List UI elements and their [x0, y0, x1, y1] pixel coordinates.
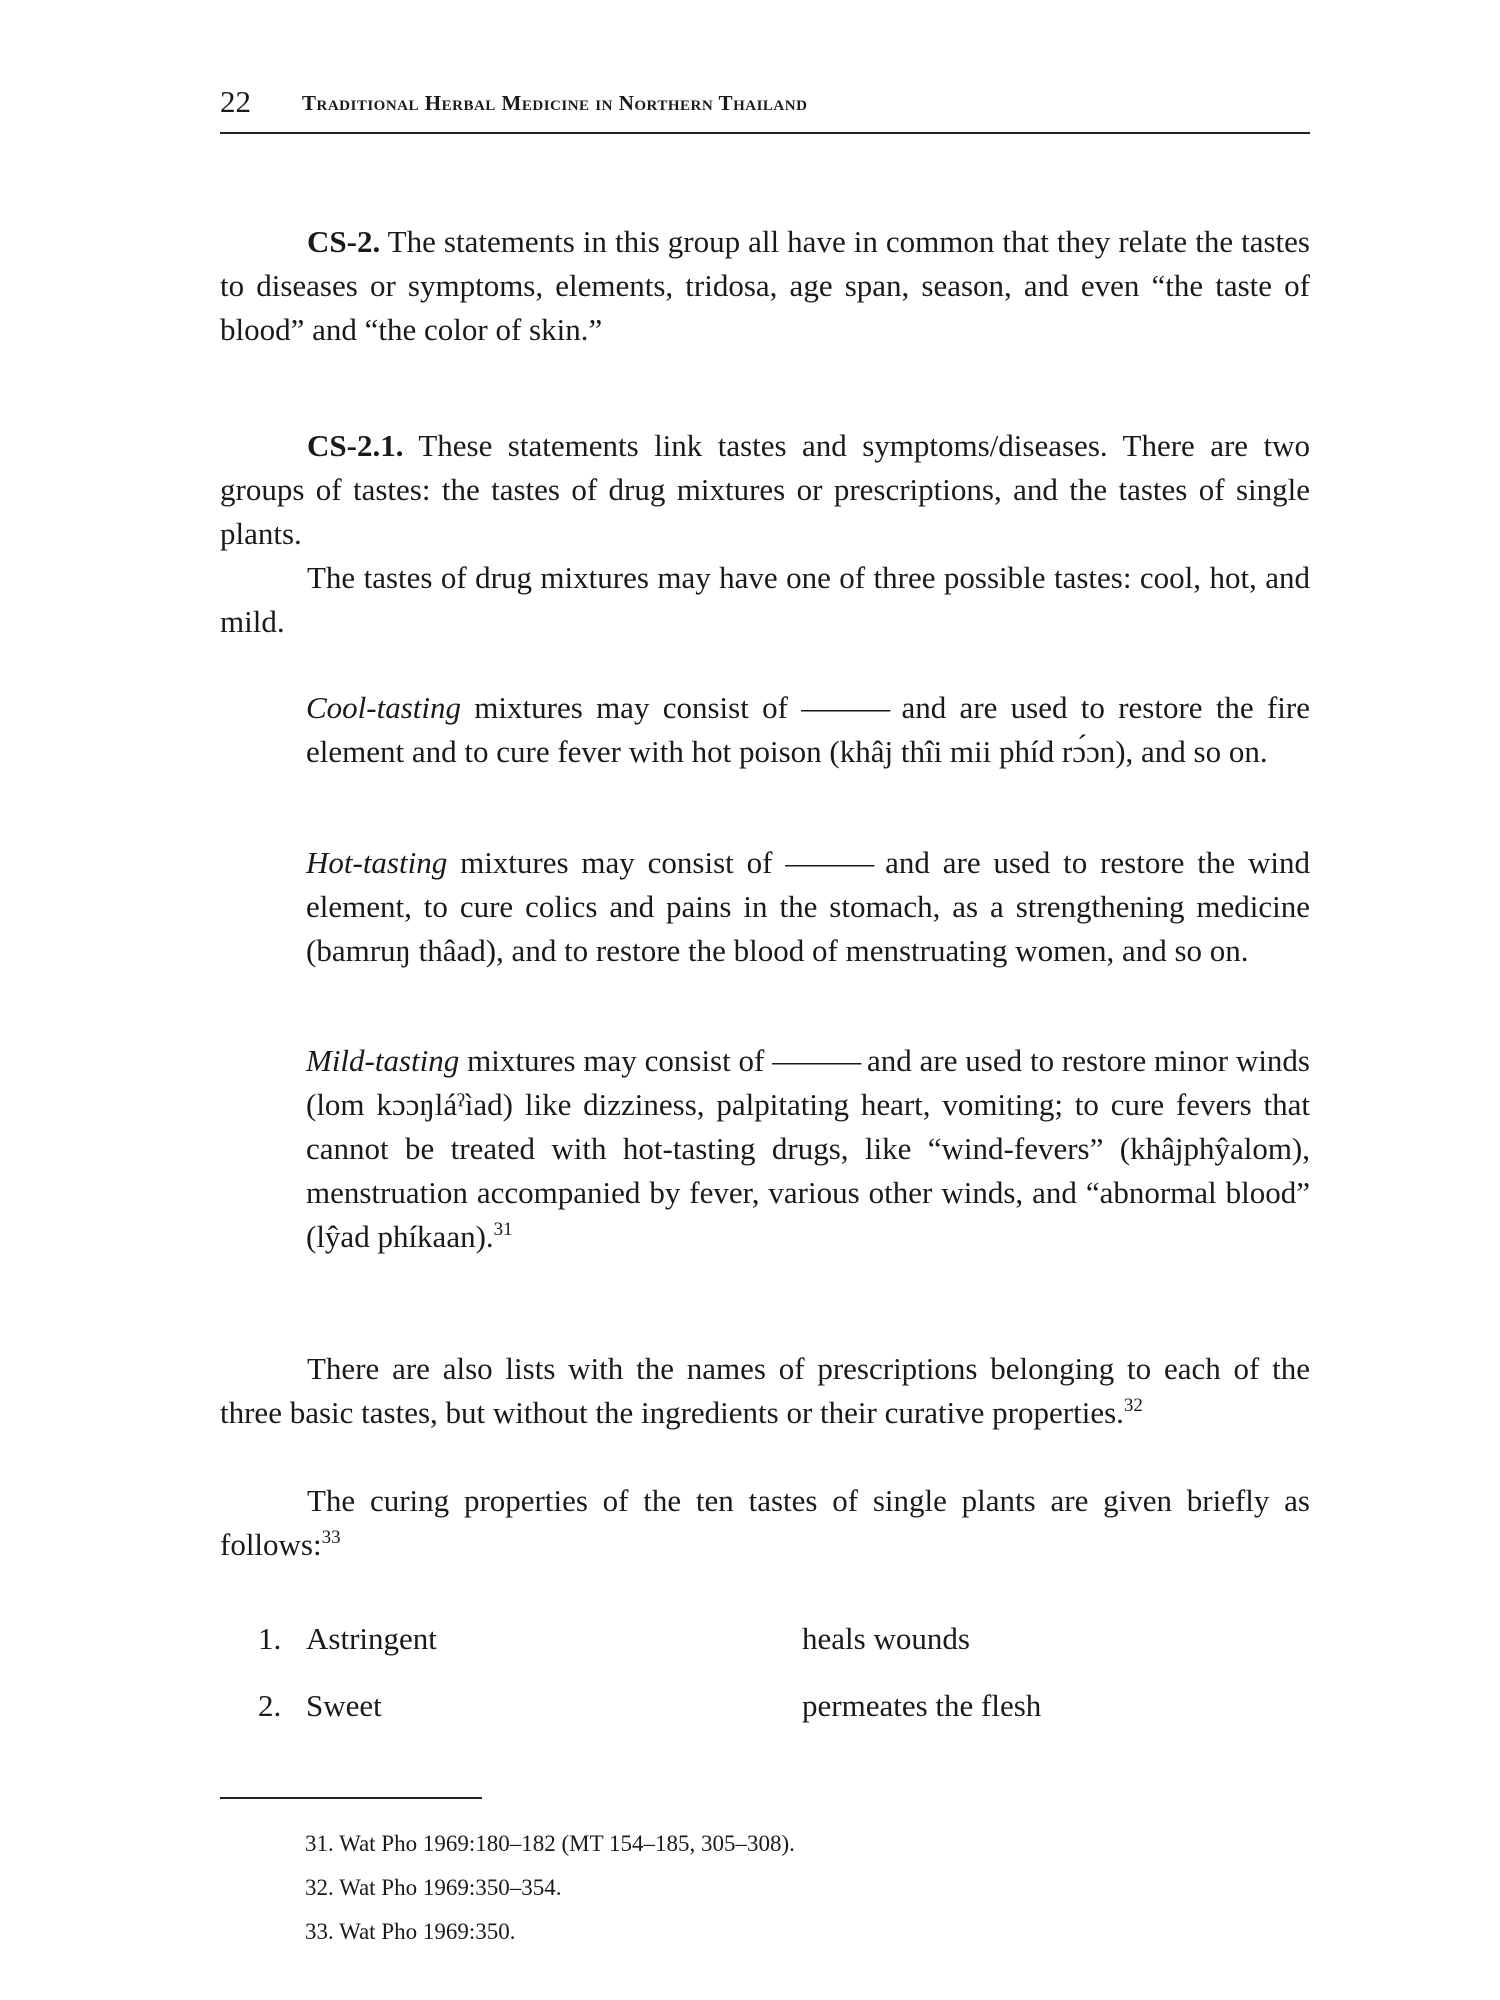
blank-dash: ——— [785, 845, 873, 880]
block-text: mixtures may consist of [447, 845, 786, 880]
cool-tasting-block [306, 686, 1310, 774]
paragraph-prescription-lists [220, 1347, 1310, 1435]
footnote-ref-33[interactable]: 33 [321, 1527, 341, 1548]
blank-dash: ——— [801, 690, 889, 725]
section-label: CS-2. [307, 224, 381, 259]
term-cool-tasting: Cool-tasting [306, 690, 462, 725]
taste-effect: heals wounds [802, 1621, 970, 1656]
list-item [258, 1684, 1310, 1728]
footnote-ref-31[interactable]: 31 [493, 1219, 513, 1240]
block-text: and are used to restore minor winds (lom kɔɔŋláˀìad) like dizziness, palpitating heart, vomiting; to cure fevers that cannot be treated with hot-tasting drugs, like “wind-fevers” (khâjphŷalom), menstruation accompanied by fever, various other winds, and “abnormal blood” (lŷad phíkaan). [306, 1043, 1310, 1254]
list-item [258, 1617, 1310, 1661]
term-mild-tasting: Mild-tasting [306, 1043, 460, 1078]
mild-tasting-block [306, 1039, 1310, 1259]
blank-dash: ——— [772, 1043, 860, 1078]
running-title: Traditional Herbal Medicine in Northern Thailand [302, 91, 808, 115]
list-number: 1. [258, 1621, 282, 1656]
block-text: mixtures may consist of [459, 1043, 773, 1078]
paragraph-text: There are also lists with the names of prescriptions belonging to each of the three basic tastes, but without the ingredients or their curative properties. [220, 1351, 1310, 1430]
paragraph-single-plants [220, 1479, 1310, 1567]
footnote-32: 32. Wat Pho 1969:350–354. [305, 1875, 562, 1900]
paragraph-drug-mixtures [220, 556, 1310, 644]
block-text: mixtures may consist of [461, 690, 802, 725]
footnote-ref-32[interactable]: 32 [1123, 1395, 1143, 1416]
paragraph-text: The tastes of drug mixtures may have one of three possible tastes: cool, hot, and mild. [220, 560, 1310, 639]
hot-tasting-block [306, 841, 1310, 973]
block-text: and are used to restore the wind element, to cure colics and pains in the stomach, as a strengthening medicine (bamruŋ thâad), and to restore the blood of menstruating women, and so on. [306, 845, 1310, 968]
term-hot-tasting: Hot-tasting [306, 845, 448, 880]
footnote-33: 33. Wat Pho 1969:350. [305, 1919, 516, 1944]
page-header [220, 84, 1310, 134]
taste-effect: permeates the flesh [802, 1688, 1042, 1723]
paragraph-text: The curing properties of the ten tastes of single plants are given briefly as follows: [220, 1483, 1310, 1562]
taste-name: Sweet [306, 1688, 382, 1723]
block-text: and are used to restore the fire element and to cure fever with hot poison (khâj thîi mii phíd rɔ́ɔn), and so on. [306, 690, 1310, 769]
paragraph-text: The statements in this group all have in common that they relate the tastes to diseases or symptoms, elements, tridosa, age span, season, and even “the taste of blood” and “the color of skin.” [220, 224, 1310, 347]
paragraph-cs2 [220, 220, 1310, 352]
paragraph-text: These statements link tastes and symptoms/diseases. There are two groups of tastes: the tastes of drug mixtures or prescriptions, and the tastes of single plants. [220, 428, 1310, 551]
section-label: CS-2.1. [307, 428, 404, 463]
footnote-31: 31. Wat Pho 1969:180–182 (MT 154–185, 305–308). [305, 1831, 795, 1856]
paragraph-cs2-1 [220, 424, 1310, 556]
list-number: 2. [258, 1688, 282, 1723]
footnote-divider [220, 1797, 482, 1799]
taste-name: Astringent [306, 1621, 437, 1656]
page-number: 22 [220, 84, 251, 119]
